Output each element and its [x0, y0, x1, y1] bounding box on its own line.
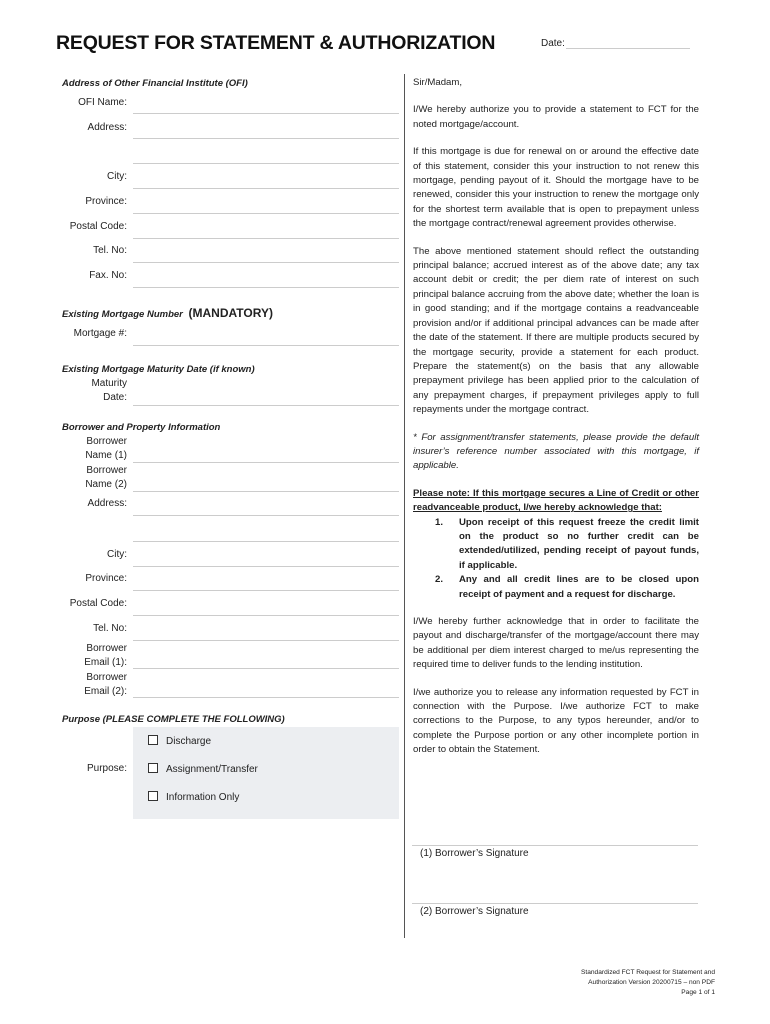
mortgage-section-title: Existing Mortgage Number — [62, 309, 183, 320]
option-label: Assignment/Transfer — [166, 764, 258, 775]
information-only-checkbox[interactable] — [148, 791, 158, 801]
signature-2-label: (2) Borrower’s Signature — [420, 906, 529, 917]
paragraph-authorize: I/We hereby authorize you to provide a statement to FCT for the noted mortgage/account. — [413, 104, 699, 130]
assignment-transfer-checkbox[interactable] — [148, 763, 158, 773]
paragraph-per-diem: I/We hereby further acknowledge that in order to facilitate the payout and discharge/transfer of the mortgage/account there may be additional per diem interest charged to me/us representing the required time to deliver funds to the lending institution. — [413, 616, 699, 671]
borrower-name-1-field[interactable] — [133, 462, 399, 463]
borrower-name-2-label: Borrower Name (2) — [85, 465, 127, 490]
property-address-label: Address: — [87, 498, 127, 509]
borrower-tel-field[interactable] — [133, 640, 399, 641]
note-heading: Please note: If this mortgage secures a Line of Credit or other readvanceable product, I/we hereby acknowledge that: — [413, 487, 699, 514]
discharge-checkbox[interactable] — [148, 735, 158, 745]
ofi-name-field[interactable] — [133, 113, 399, 114]
option-label: Discharge — [166, 736, 212, 747]
paragraph-release: I/we authorize you to release any information requested by FCT in connection with the Purpose. I/we authorize FCT to make corrections to the Purpose, to any typos hereunder, and/or to complete the Purpose portion or any other incomplete portion in order to obtain the Statement. — [413, 686, 699, 756]
ofi-address-field[interactable] — [133, 138, 399, 139]
property-province-field[interactable] — [133, 590, 399, 591]
ofi-fax-field[interactable] — [133, 287, 399, 288]
ofi-address-label: Address: — [87, 122, 127, 133]
note-list — [413, 516, 699, 602]
note-item — [413, 573, 699, 602]
ofi-postal-label: Postal Code: — [69, 221, 127, 232]
option-label: Information Only — [166, 792, 240, 803]
signature-1-label: (1) Borrower’s Signature — [420, 848, 529, 859]
date-field[interactable] — [566, 48, 690, 49]
ofi-province-field[interactable] — [133, 213, 399, 214]
paragraph-assignment-note: * For assignment/transfer statements, please provide the default insurer’s reference number associated with this mortgage, if applicable. — [413, 431, 699, 472]
purpose-section-heading: Purpose (PLEASE COMPLETE THE FOLLOWING) — [62, 714, 285, 725]
date-label: Date: — [541, 38, 565, 49]
ofi-city-field[interactable] — [133, 188, 399, 189]
footer-line-2: Authorization Version 20200715 – non PDF — [588, 979, 715, 986]
property-city-field[interactable] — [133, 566, 399, 567]
paragraph-renewal: If this mortgage is due for renewal on or around the effective date of this statement, consider this your instruction to not renew this mortgage, pending payout of it. Should the mortgage have to be renewed, consider this your instruction to renew the mortgage only for the shortest term available that is open to prepayment unless the mortgage contract/renewal agreement provides otherwise. — [413, 146, 699, 230]
borrower-tel-label: Tel. No: — [93, 623, 127, 634]
mandatory-note: (MANDATORY) — [188, 306, 273, 320]
ofi-postal-field[interactable] — [133, 238, 399, 239]
property-address-field-2[interactable] — [133, 541, 399, 542]
property-province-label: Province: — [85, 573, 127, 584]
borrower-name-1-label: Borrower Name (1) — [85, 436, 127, 461]
option-assignment-transfer[interactable] — [148, 763, 258, 775]
property-postal-label: Postal Code: — [69, 598, 127, 609]
mortgage-number-label: Mortgage #: — [73, 328, 127, 339]
maturity-date-label: Maturity Date: — [91, 378, 127, 403]
borrower-email-1-label: Borrower Email (1): — [84, 643, 127, 668]
note-number: 2. — [435, 574, 444, 586]
mortgage-number-field[interactable] — [133, 345, 399, 346]
note-number: 1. — [435, 516, 444, 528]
footer — [540, 968, 715, 998]
borrower-name-2-field[interactable] — [133, 491, 399, 492]
note-text: Any and all credit lines are to be closed upon receipt of payment and a request for discharge. — [459, 574, 699, 600]
right-column — [413, 76, 699, 758]
property-postal-field[interactable] — [133, 615, 399, 616]
note-text: Upon receipt of this request freeze the credit limit on the product so no further credit can be extended/utilized, pending receipt of payout funds, if applicable. — [459, 516, 699, 571]
borrower-email-1-field[interactable] — [133, 668, 399, 669]
property-address-field[interactable] — [133, 515, 399, 516]
mortgage-section-heading — [62, 306, 273, 320]
signature-2-field[interactable] — [412, 903, 698, 904]
purpose-label: Purpose: — [86, 763, 127, 774]
borrower-section-heading: Borrower and Property Information — [62, 422, 221, 433]
borrower-email-2-field[interactable] — [133, 697, 399, 698]
ofi-province-label: Province: — [85, 196, 127, 207]
salutation: Sir/Madam, — [413, 77, 463, 88]
ofi-city-label: City: — [107, 171, 127, 182]
document-title: REQUEST FOR STATEMENT & AUTHORIZATION — [56, 32, 496, 54]
property-city-label: City: — [107, 549, 127, 560]
page-number: Page 1 of 1 — [681, 989, 715, 996]
option-discharge[interactable] — [148, 735, 211, 747]
signature-1-field[interactable] — [412, 845, 698, 846]
footer-line-1: Standardized FCT Request for Statement and — [580, 969, 715, 976]
paragraph-statement: The above mentioned statement should reflect the outstanding principal balance; accrued interest as of the above date; any tax account debit or credit; the per diem rate of interest on such principal balance accruing from the above date; whether the loan is in good standing; and if the mortgage contains a readvanceable provision and/or if additional principal advances can be made after the date of the statement. If there are multiple products secured by the mortgage security, provide a statement for each product. Prepare the statement(s) on the basis that any allowable prepayment privilege has been applied prior to the calculation of any prepayment charges, if prepayment privileges apply to full repayments under the mortgage contract. — [413, 245, 699, 416]
ofi-tel-label: Tel. No: — [93, 245, 127, 256]
ofi-tel-field[interactable] — [133, 262, 399, 263]
maturity-date-field[interactable] — [133, 405, 399, 406]
option-information-only[interactable] — [148, 791, 239, 803]
maturity-section-heading: Existing Mortgage Maturity Date (if known) — [62, 364, 255, 375]
ofi-name-label: OFI Name: — [78, 97, 127, 108]
ofi-fax-label: Fax. No: — [89, 270, 127, 281]
note-item — [413, 516, 699, 574]
ofi-address-field-2[interactable] — [133, 163, 399, 164]
borrower-email-2-label: Borrower Email (2): — [84, 672, 127, 697]
column-divider — [404, 74, 405, 938]
ofi-section-heading: Address of Other Financial Institute (OFI) — [62, 78, 248, 89]
